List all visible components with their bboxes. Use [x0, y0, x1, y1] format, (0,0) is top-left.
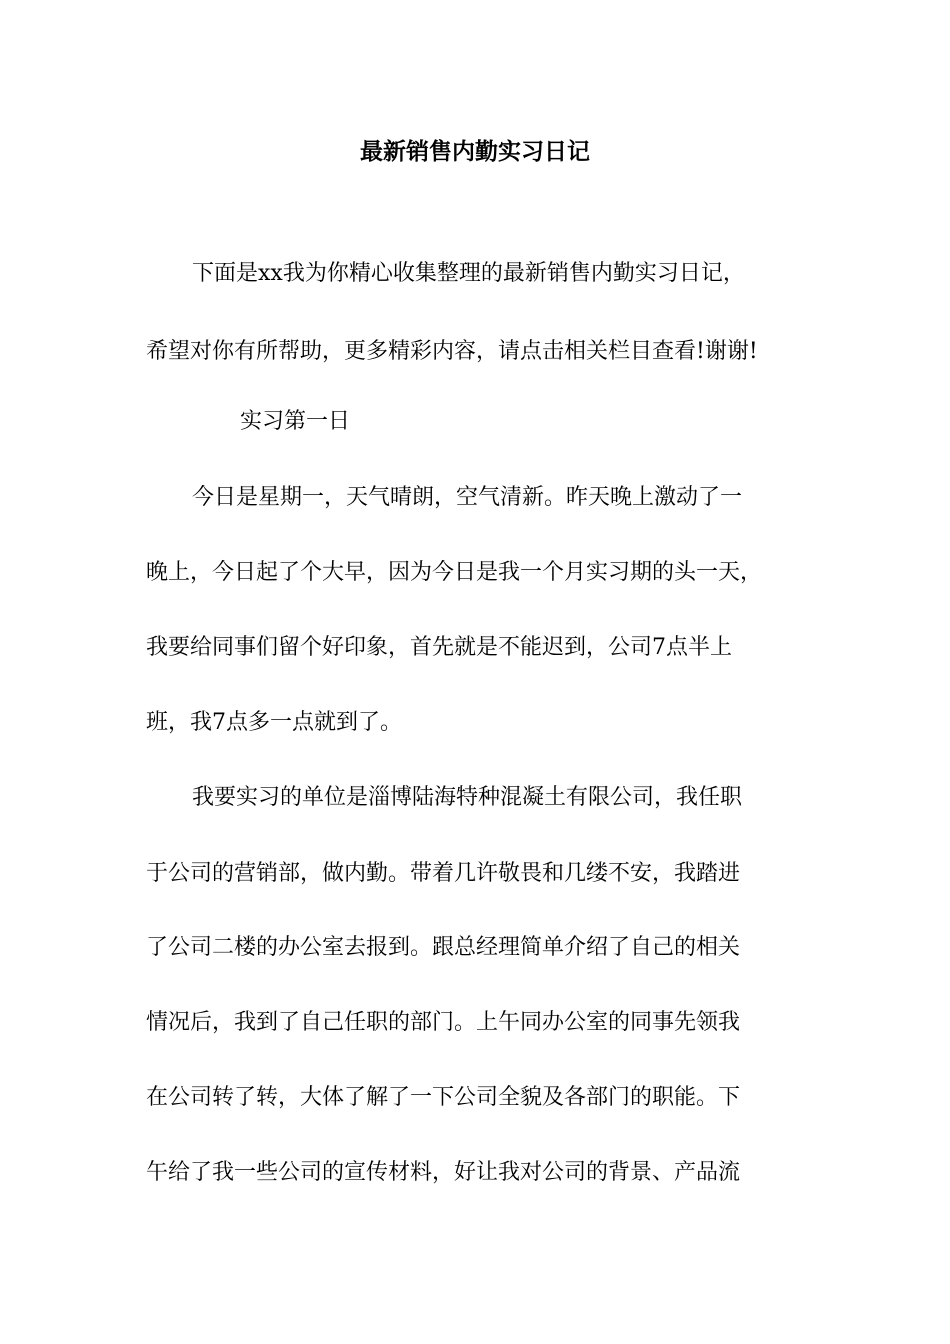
paragraph-line: 情况后，我到了自己任职的部门。上午同办公室的同事先领我 — [146, 1010, 741, 1035]
document-title: 最新销售内勤实习日记 — [360, 138, 590, 165]
paragraph-line: 了公司二楼的办公室去报到。跟总经理简单介绍了自己的相关 — [146, 935, 741, 960]
paragraph-line: 班，我7点多一点就到了。 — [146, 710, 402, 735]
paragraph-line: 在公司转了转，大体了解了一下公司全貌及各部门的职能。下 — [146, 1085, 741, 1110]
paragraph-line: 于公司的营销部，做内勤。带着几许敬畏和几缕不安，我踏进 — [146, 861, 741, 886]
paragraph-line: 我要给同事们留个好印象，首先就是不能迟到，公司7点半上 — [146, 635, 732, 660]
section-heading: 实习第一日 — [240, 409, 351, 434]
paragraph-line: 今日是星期一，天气晴朗，空气清新。昨天晚上激动了一 — [192, 485, 743, 510]
paragraph-line: 我要实习的单位是淄博陆海特种混凝土有限公司，我任职 — [192, 785, 743, 810]
paragraph-line: 下面是xx我为你精心收集整理的最新销售内勤实习日记， — [192, 261, 745, 286]
paragraph-line: 希望对你有所帮助，更多精彩内容，请点击相关栏目查看!谢谢! — [146, 339, 758, 364]
paragraph-line: 午给了我一些公司的宣传材料，好让我对公司的背景、产品流 — [146, 1160, 741, 1185]
paragraph-line: 晚上，今日起了个大早，因为今日是我一个月实习期的头一天， — [146, 560, 763, 585]
